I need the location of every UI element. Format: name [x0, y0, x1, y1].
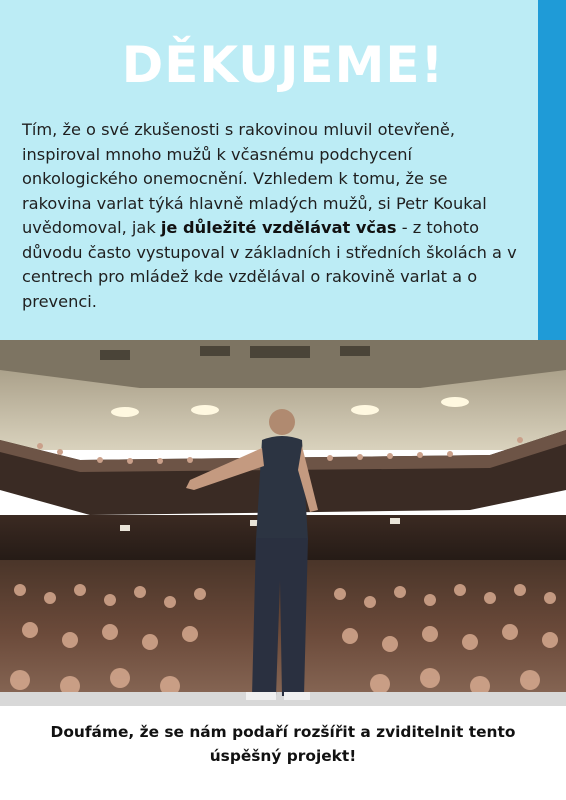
- auditorium-illustration: [0, 340, 566, 706]
- body-paragraph: [22, 118, 522, 314]
- page-title: DĚKUJEME!: [121, 36, 445, 94]
- paragraph-text-start: Tím, že o své zkušenosti s rakovinou mluvil otevřeně, inspiroval mnoho mužů k včasnému podchycení onkologického onemocnění. Vzhledem k tomu, že se rakovina varlat týká hlavně mladých mužů, si Petr Koukal uvědomoval, jak: [22, 120, 487, 237]
- footer-text: Doufáme, že se nám podaří rozšířit a zviditelnit tento úspěšný projekt!: [50, 723, 516, 765]
- auditorium-photo: [0, 340, 566, 706]
- paragraph-emphasis: je důležité vzdělávat včas: [160, 218, 397, 237]
- paragraph-text-end: - z tohoto důvodu často vystupoval v základních i středních školách a v centrech pro mládež kde vzdělával o rakovině varlat a o prevenci.: [22, 218, 517, 311]
